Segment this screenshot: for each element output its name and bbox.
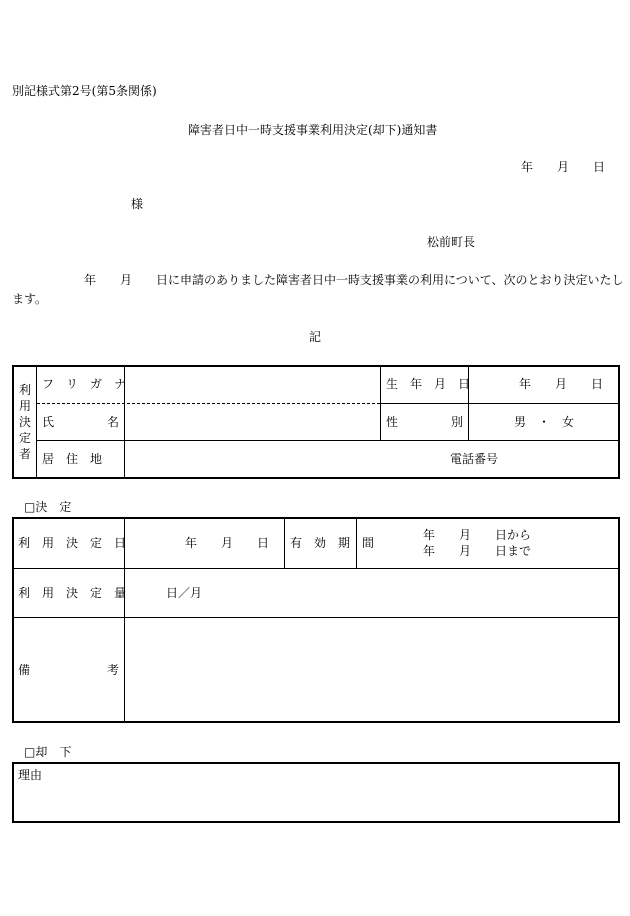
table-line <box>36 366 37 478</box>
side-char: 用 <box>19 399 32 413</box>
table-line <box>37 403 380 404</box>
issue-date: 年 月 日 <box>521 160 606 174</box>
remarks-label-1: 備 <box>18 663 31 677</box>
gender-label-2: 別 <box>451 415 464 429</box>
decision-amount-label: 利 用 決 定 量 <box>18 586 127 600</box>
remarks-label-2: 考 <box>107 663 120 677</box>
side-char: 定 <box>19 431 32 445</box>
issuer-name: 松前町長 <box>427 235 476 249</box>
ki-label: 記 <box>309 330 322 344</box>
validity-period-label: 有 効 期 間 <box>290 536 375 550</box>
birth-date-value: 年 月 日 <box>519 377 604 391</box>
decision-date-label: 利 用 決 定 日 <box>18 536 127 550</box>
address-label: 居 住 地 <box>42 452 103 466</box>
reason-label: 理由 <box>18 768 43 782</box>
intro-text-line1: 年 月 日に申請のありました障害者日中一時支援事業の利用について、次のとおり決定いたし <box>84 273 624 287</box>
gender-label-1: 性 <box>386 415 399 429</box>
name-label-2: 名 <box>107 415 120 429</box>
rejection-heading: □却 下 <box>24 745 72 759</box>
rejection-box <box>12 762 620 823</box>
furigana-label: フ リ ガ ナ <box>42 377 127 391</box>
table-line <box>13 617 619 618</box>
side-char: 決 <box>19 415 32 429</box>
birth-date-label: 生 年 月 日 <box>386 377 471 391</box>
intro-text-line2: ます。 <box>12 292 48 306</box>
gender-value: 男 ・ 女 <box>514 415 575 429</box>
side-char: 者 <box>19 447 32 461</box>
phone-label: 電話番号 <box>450 452 499 466</box>
table-line <box>380 403 619 404</box>
name-label-1: 氏 <box>42 415 55 429</box>
side-char: 利 <box>19 383 32 397</box>
addressee-suffix: 様 <box>131 197 144 211</box>
form-number: 別記様式第2号(第5条関係) <box>12 84 157 98</box>
table-line <box>37 440 619 441</box>
validity-period-from: 年 月 日から <box>423 528 532 542</box>
document-title: 障害者日中一時支援事業利用決定(却下)通知書 <box>188 123 438 137</box>
decision-amount-value: 日／月 <box>166 586 203 600</box>
decision-heading: □決 定 <box>24 500 72 514</box>
table-line <box>284 518 285 568</box>
validity-period-to: 年 月 日まで <box>423 544 532 558</box>
table-line <box>13 568 619 569</box>
decision-date-value: 年 月 日 <box>185 536 270 550</box>
